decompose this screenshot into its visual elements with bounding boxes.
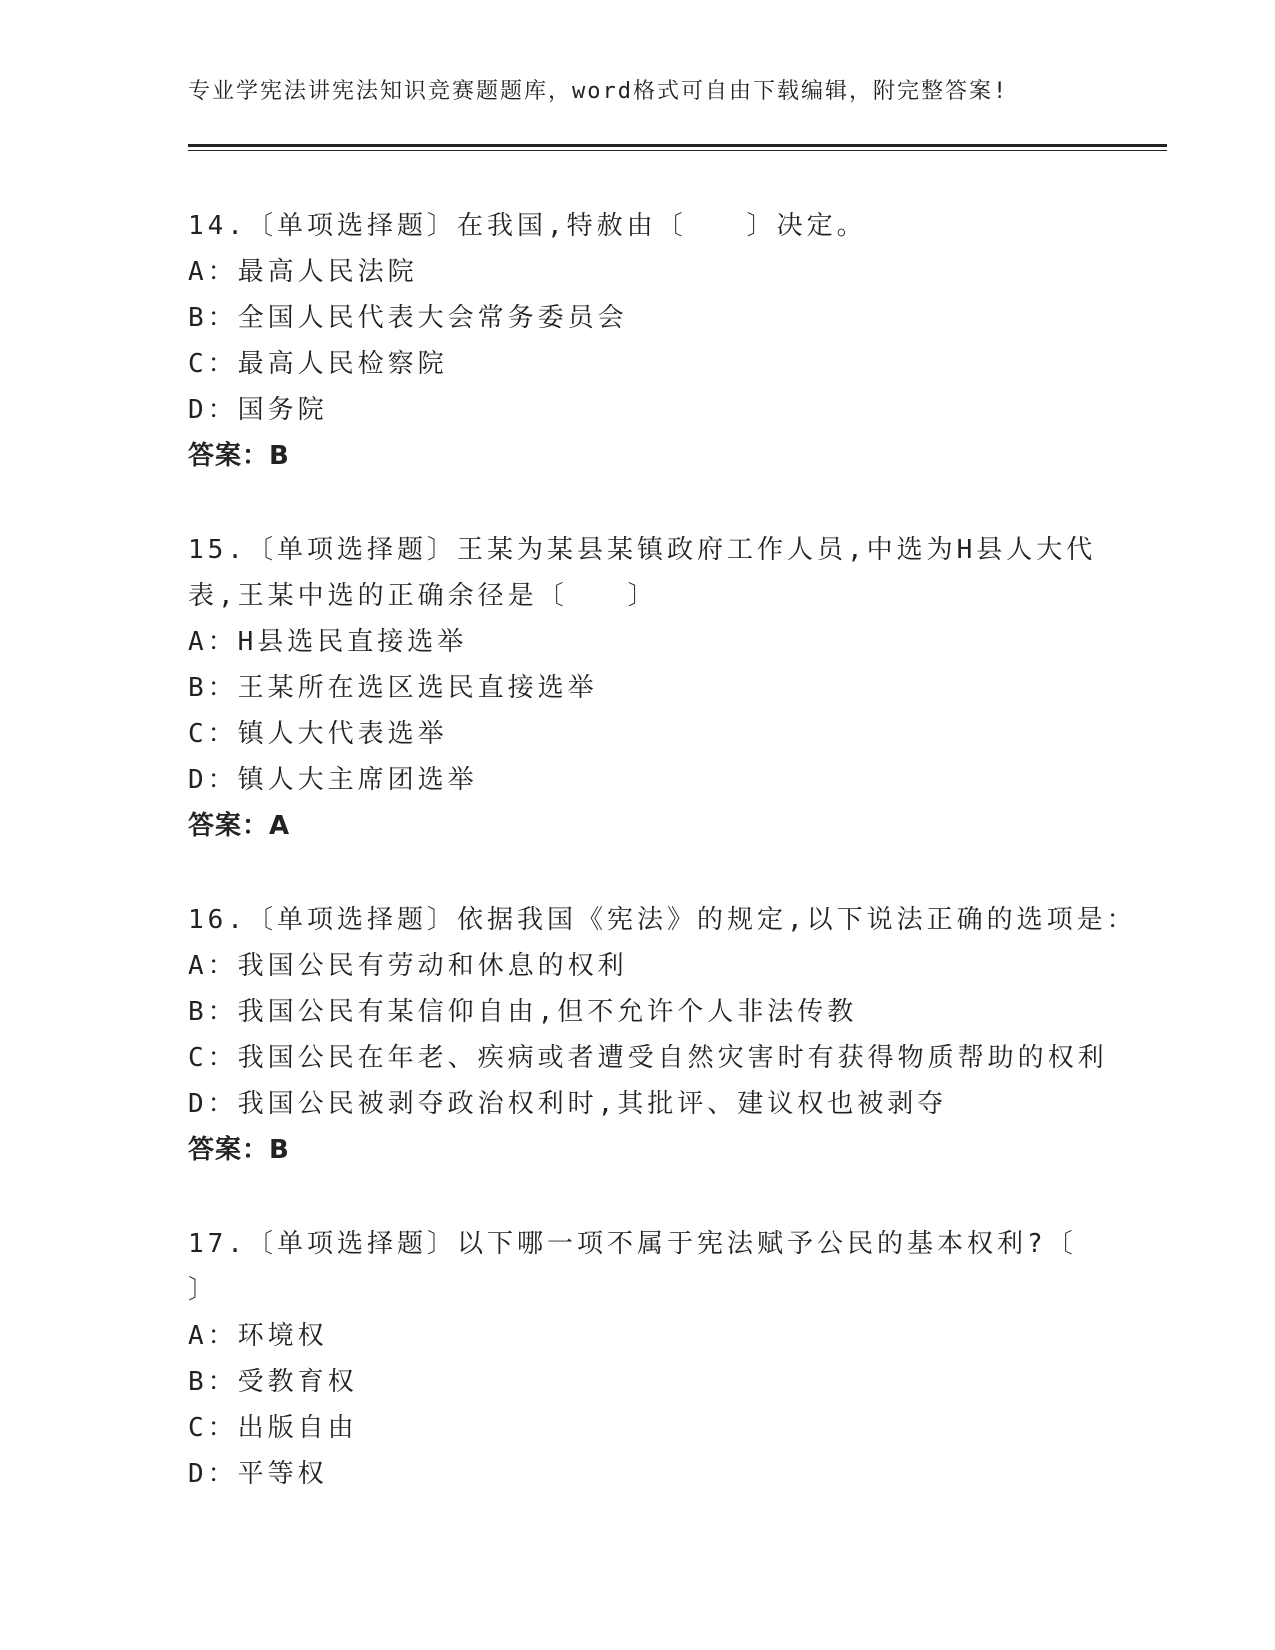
answer-label: 答案：: [188, 441, 270, 471]
answer-value: A: [269, 811, 291, 841]
option-d: D：平等权: [188, 1459, 328, 1489]
option-d: D：镇人大主席团选举: [188, 765, 478, 795]
header-rule-thick: [188, 144, 1167, 147]
question-16: [188, 897, 1137, 1173]
question-stem: 14.〔单项选择题〕在我国,特赦由〔 〕决定。: [188, 211, 867, 241]
page-header: 专业学宪法讲宪法知识竞赛题题库，word格式可自由下载编辑，附完整答案!: [188, 79, 1009, 104]
option-b: B：全国人民代表大会常务委员会: [188, 303, 628, 333]
question-stem: 15.〔单项选择题〕王某为某县某镇政府工作人员,中选为H县人大代: [188, 535, 1097, 565]
question-15: [188, 527, 1097, 849]
option-a: A：我国公民有劳动和休息的权利: [188, 951, 628, 981]
option-a: A：最高人民法院: [188, 257, 418, 287]
answer-row: [188, 803, 1088, 849]
question-list: [188, 203, 1137, 1545]
question-stem-continued: 表,王某中选的正确余径是〔 〕: [188, 581, 658, 611]
answer-label: 答案：: [188, 811, 270, 841]
question-17: [188, 1221, 1088, 1497]
answer-row: [188, 433, 1088, 479]
option-b: B：我国公民有某信仰自由,但不允许个人非法传教: [188, 997, 858, 1027]
option-a: A：H县选民直接选举: [188, 627, 468, 657]
answer-value: B: [269, 441, 290, 471]
option-c: C：我国公民在年老、疾病或者遭受自然灾害时有获得物质帮助的权利: [188, 1043, 1108, 1073]
question-stem-continued: 〕: [188, 1275, 219, 1305]
answer-label: 答案：: [188, 1135, 270, 1165]
question-14: [188, 203, 1088, 479]
answer-row: [188, 1127, 1088, 1173]
option-c: C：出版自由: [188, 1413, 358, 1443]
answer-value: B: [269, 1135, 290, 1165]
option-c: C：镇人大代表选举: [188, 719, 448, 749]
option-a: A：环境权: [188, 1321, 328, 1351]
question-stem: 17.〔单项选择题〕以下哪一项不属于宪法赋予公民的基本权利?〔: [188, 1229, 1077, 1259]
option-b: B：王某所在选区选民直接选举: [188, 673, 598, 703]
header-rule-thin: [188, 150, 1167, 151]
option-d: D：我国公民被剥夺政治权利时,其批评、建议权也被剥夺: [188, 1089, 948, 1119]
option-c: C：最高人民检察院: [188, 349, 448, 379]
option-d: D：国务院: [188, 395, 328, 425]
option-b: B：受教育权: [188, 1367, 358, 1397]
question-stem: 16.〔单项选择题〕依据我国《宪法》的规定,以下说法正确的选项是：: [188, 905, 1137, 935]
